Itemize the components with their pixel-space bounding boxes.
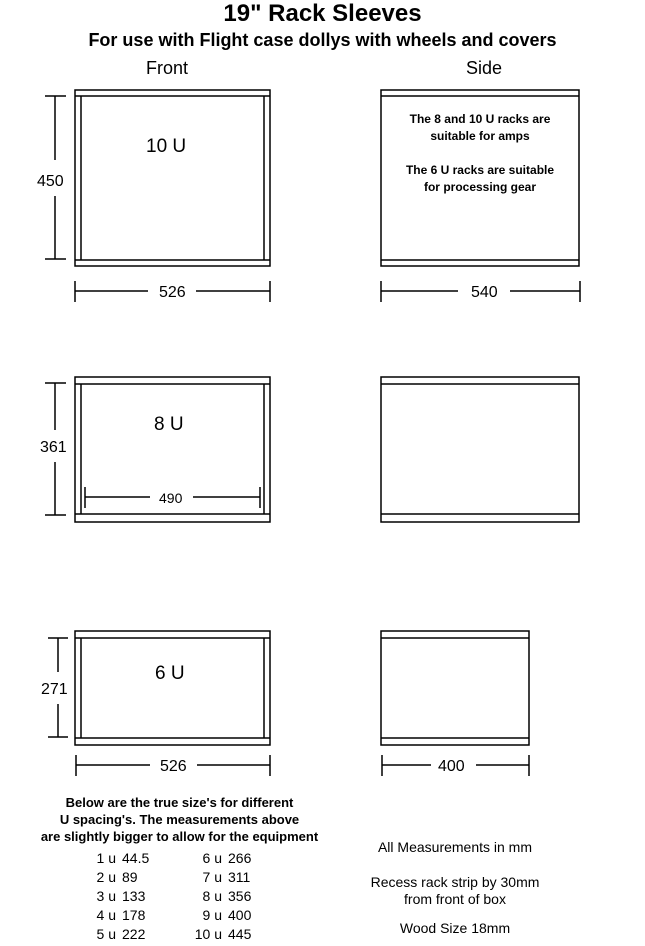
true-sizes-line-2: U spacing's. The measurements above — [59, 812, 300, 827]
table-row — [82, 868, 294, 887]
rack-10u-side-width: 540 — [471, 284, 498, 301]
rack-10u-label: 10 U — [146, 136, 187, 157]
rack-10u-height: 450 — [37, 173, 64, 190]
side-note — [381, 111, 579, 196]
rack-8u-inner-width: 490 — [159, 490, 183, 506]
side-column-heading: Side — [466, 58, 503, 78]
u-size: 44.5 — [122, 850, 150, 867]
recess-note-line-2: from front of box — [404, 891, 506, 907]
table-row — [82, 849, 294, 868]
true-sizes-line-3: are slightly bigger to allow for the equipment — [40, 829, 319, 844]
side-note-line-1: The 8 and 10 U racks are — [409, 112, 551, 126]
page-subtitle: For use with Flight case dollys with wheels and covers — [88, 30, 557, 50]
units-note: All Measurements in mm — [377, 839, 533, 855]
u-size: 178 — [122, 906, 146, 923]
u-size: 400 — [228, 906, 252, 923]
rack-6u-front — [75, 631, 270, 745]
u-size: 311 — [228, 869, 251, 886]
u-count: 1 u — [96, 850, 116, 867]
recess-note-line-1: Recess rack strip by 30mm — [370, 874, 540, 890]
page-title: 19" Rack Sleeves — [223, 0, 422, 27]
rack-6u-side-width: 400 — [438, 758, 465, 775]
side-note-line-4: for processing gear — [423, 180, 537, 194]
u-count: 5 u — [96, 925, 116, 942]
rack-6u-height: 271 — [41, 681, 68, 698]
rack-8u-label: 8 U — [154, 414, 184, 435]
u-count: 7 u — [202, 869, 222, 886]
u-count: 8 u — [202, 887, 222, 904]
rack-6u-side — [381, 631, 529, 745]
u-size: 222 — [122, 925, 146, 942]
u-count: 2 u — [96, 869, 116, 886]
true-sizes-table — [82, 849, 294, 943]
side-note-line-3: The 6 U racks are suitable — [405, 163, 555, 177]
side-note-line-2: suitable for amps — [430, 129, 530, 143]
u-size: 133 — [122, 887, 146, 904]
u-count: 6 u — [202, 850, 222, 867]
u-size: 356 — [228, 887, 252, 904]
table-row — [82, 924, 294, 943]
rack-10u-width: 526 — [159, 284, 186, 301]
u-count: 10 u — [194, 925, 222, 942]
u-size: 89 — [122, 869, 138, 886]
u-count: 9 u — [202, 906, 222, 923]
rack-6u-label: 6 U — [155, 663, 185, 684]
wood-size-note: Wood Size 18mm — [399, 920, 511, 936]
rack-6u-width: 526 — [160, 758, 187, 775]
rack-10u-front — [75, 90, 270, 266]
u-count: 3 u — [96, 887, 116, 904]
rack-8u-height: 361 — [40, 439, 67, 456]
u-count: 4 u — [96, 906, 116, 923]
front-column-heading: Front — [146, 58, 189, 78]
true-sizes-note — [12, 794, 347, 845]
u-size: 266 — [228, 850, 252, 867]
u-size: 445 — [228, 925, 252, 942]
recess-note — [345, 874, 565, 908]
rack-8u-side — [381, 377, 579, 522]
table-row — [82, 887, 294, 906]
table-row — [82, 905, 294, 924]
true-sizes-line-1: Below are the true size's for different — [65, 795, 294, 810]
